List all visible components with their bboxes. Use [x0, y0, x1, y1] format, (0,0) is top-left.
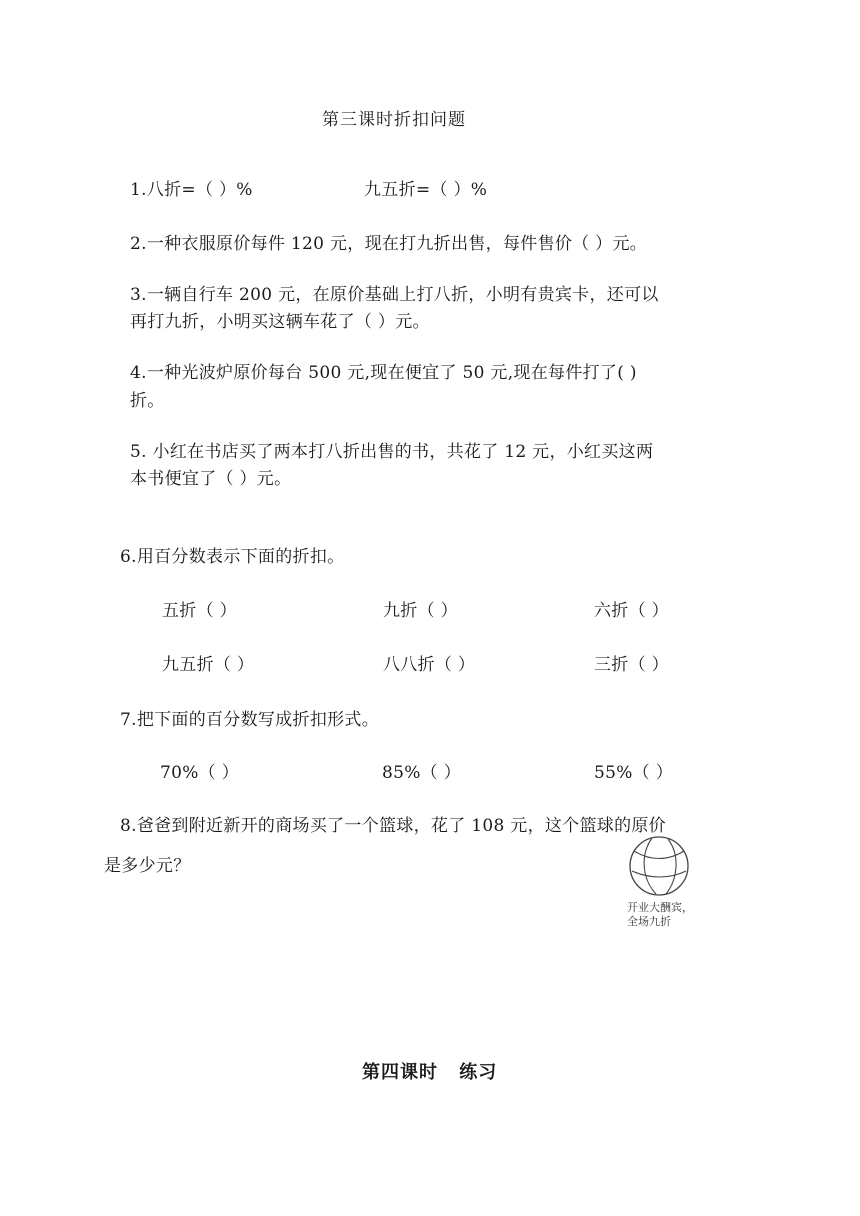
question-1-part-b: 九五折=（ ）%	[364, 180, 488, 200]
question-8-line-2: 是多少元？	[104, 856, 191, 876]
question-3-line-2: 再打九折，小明买这辆车花了（ ）元。	[130, 312, 430, 332]
question-6-item: 九五折（ ）	[162, 655, 255, 675]
question-7: 7.把下面的百分数写成折扣形式。	[120, 710, 380, 730]
question-6-item: 六折（ ）	[594, 601, 669, 621]
question-5-line-1: 5. 小红在书店买了两本打八折出售的书，共花了 12 元，小红买这两	[130, 442, 654, 462]
question-6: 6.用百分数表示下面的折扣。	[120, 547, 345, 567]
question-6-item: 三折（ ）	[594, 655, 669, 675]
question-4-line-2: 折。	[130, 391, 165, 411]
question-5-line-2: 本书便宜了（ ）元。	[130, 469, 292, 489]
question-6-item: 八八折（ ）	[383, 655, 476, 675]
question-3-line-1: 3.一辆自行车 200 元，在原价基础上打八折，小明有贵宾卡，还可以	[130, 285, 659, 305]
basketball-icon	[628, 835, 690, 897]
question-4-line-1: 4.一种光波炉原价每台 500 元,现在便宜了 50 元,现在每件打了( )	[130, 363, 637, 383]
question-7-item: 70%（ ）	[160, 763, 239, 783]
store-sign-caption: 开业大酬宾， 全场九折	[627, 901, 693, 928]
page-title: 第三课时折扣问题	[322, 110, 466, 130]
question-7-item: 55%（ ）	[594, 763, 673, 783]
question-1-part-a: 1.八折=（ ）%	[130, 180, 253, 200]
question-6-item: 九折（ ）	[383, 601, 458, 621]
question-7-item: 85%（ ）	[382, 763, 461, 783]
question-2: 2.一种衣服原价每件 120 元，现在打九折出售，每件售价（ ）元。	[130, 234, 648, 254]
question-8-line-1: 8.爸爸到附近新开的商场买了一个篮球，花了 108 元，这个篮球的原价	[120, 816, 666, 836]
question-6-item: 五折（ ）	[162, 601, 237, 621]
section-2-title: 第四课时 练习	[362, 1062, 498, 1083]
